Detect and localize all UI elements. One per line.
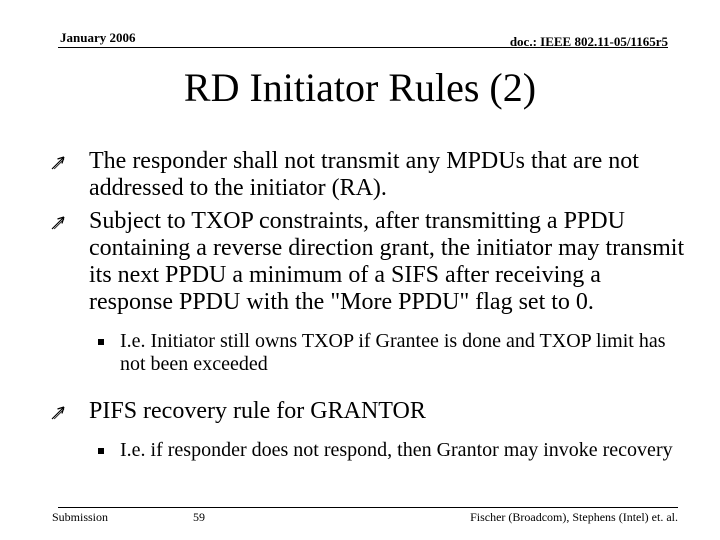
header-date: January 2006 [60,30,136,45]
bullet-text: The responder shall not transmit any MPDUs that are not addressed to the initiator (RA). [89,148,639,201]
footer-divider [58,507,678,508]
bullet-item [50,398,690,425]
sub-bullet-item [50,330,690,376]
arrow-outline-icon [50,155,66,171]
footer-authors: Fischer (Broadcom), Stephens (Intel) et. al. [470,510,678,524]
footer-submission: Submission [52,510,109,524]
document-id: doc.: IEEE 802.11-05/1165r5 [509,34,668,49]
bullet-item [50,208,690,316]
sub-bullet-text: I.e. if responder does not respond, then Grantor may invoke recovery [120,439,673,461]
square-bullet-icon [98,339,104,345]
slide-title: RD Initiator Rules (2) [183,65,537,110]
sub-bullet-text: I.e. Initiator still owns TXOP if Grantee is done and TXOP limit has not been exceeded [120,330,666,375]
bullet-text: PIFS recovery rule for GRANTOR [89,398,426,424]
bullet-text: Subject to TXOP constraints, after transmitting a PPDU containing a reverse direction grant, the initiator may transmit its next PPDU a minimum of a SIFS after receiving a response PPDU with the "More PPDU" flag set to 0. [89,208,685,315]
header-divider [58,47,668,48]
arrow-outline-icon [50,215,66,231]
bullet-item [50,148,690,202]
bullet-list [50,148,690,462]
sub-bullet-item [50,439,690,462]
page-number: 59 [193,510,205,524]
arrow-outline-icon [50,405,66,421]
square-bullet-icon [98,448,104,454]
